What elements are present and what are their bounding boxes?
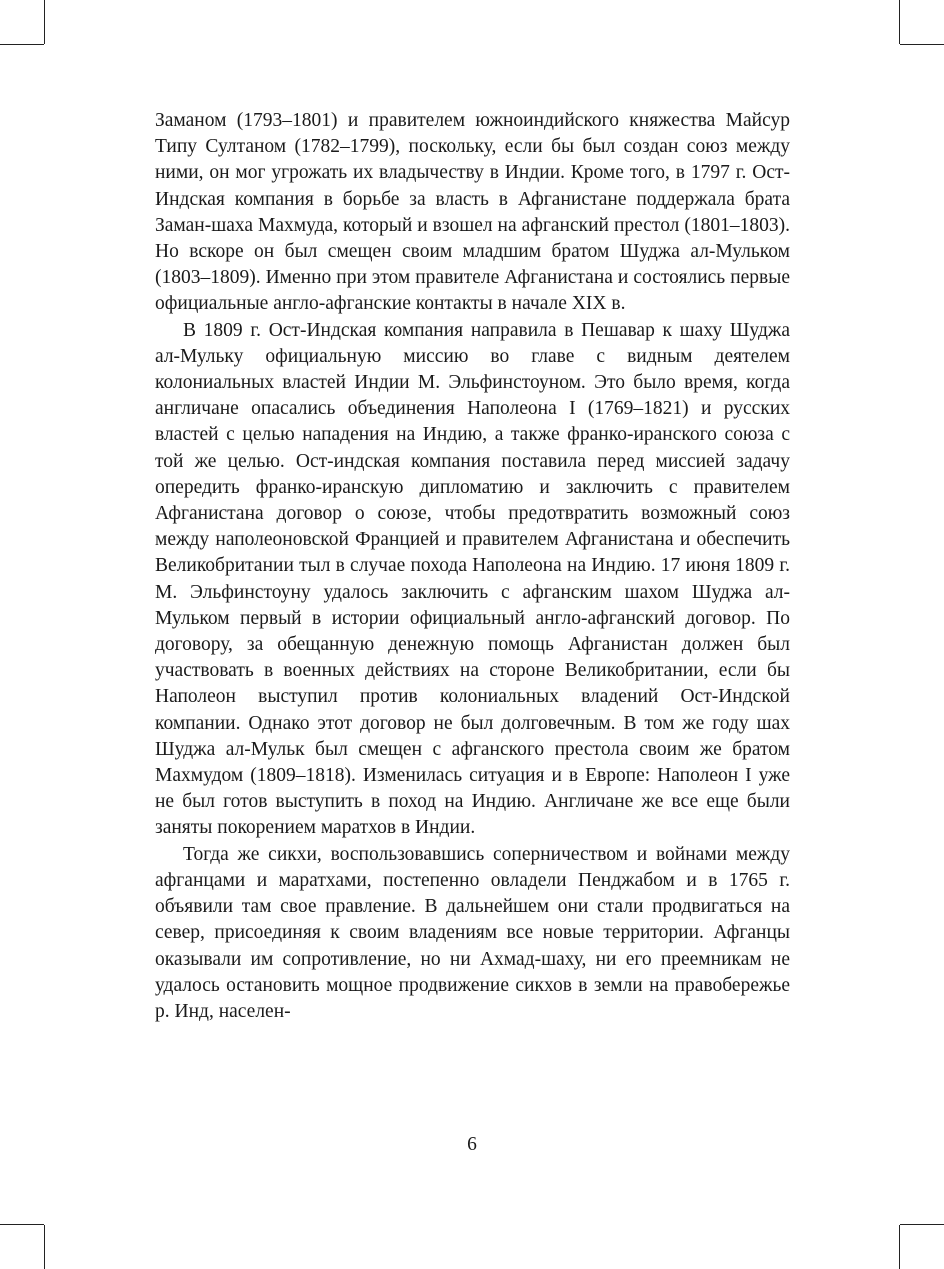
paragraph-continuation: Заманом (1793–1801) и правителем южноиндийского княжества Майсур Типу Султаном (1782–1799), поскольку, если бы был создан союз между ними, он мог угрожать их владычеству в Индии. Кроме того, в 1797 г. Ост-Индская компания в борьбе за власть в Афганистане поддержала брата Заман-шаха Махмуда, который и взошел на афганский престол (1801–1803). Но вскоре он был смещен своим младшим братом Шуджа ал-Мульком (1803–1809). Именно при этом правителе Афганистана и состоялись первые официальные англо-афганские контакты в начале XIX в. (155, 110, 790, 315)
crop-mark-top-right-vertical (899, 0, 900, 44)
page-body (155, 108, 790, 1025)
crop-mark-bottom-right-horizontal (900, 1224, 944, 1225)
crop-mark-top-left-horizontal (0, 44, 44, 45)
page-number: 6 (467, 1134, 477, 1155)
crop-mark-top-left-vertical (44, 0, 45, 44)
paragraph-sikhs: Тогда же сикхи, воспользовавшись соперничеством и войнами между афганцами и маратхами, постепенно овладели Пенджабом и в 1765 г. объявили там свое правление. В дальнейшем они стали продвигаться на север, присоединяя к своим владениям все новые территории. Афганцы оказывали им сопротивление, но ни Ахмад-шаху, ни его преемникам не удалось остановить мощное продвижение сикхов в земли на правобережье р. Инд, населен- (155, 843, 790, 1022)
crop-mark-top-right-horizontal (900, 44, 944, 45)
crop-mark-bottom-left-horizontal (0, 1224, 44, 1225)
crop-mark-bottom-right-vertical (899, 1225, 900, 1269)
crop-mark-bottom-left-vertical (44, 1225, 45, 1269)
paragraph-elphinstone-mission: В 1809 г. Ост-Индская компания направила в Пешавар к шаху Шуджа ал-Мульку официальную миссию во главе с видным деятелем колониальных властей Индии М. Эльфинстоуном. Это было время, когда англичане опасались объединения Наполеона I (1769–1821) и русских властей с целью нападения на Индию, а также франко-иранского союза с той же целью. Ост-индская компания поставила перед миссией задачу опередить франко-иранскую дипломатию и заключить с правителем Афганистана договор о союзе, чтобы предотвратить возможный союз между наполеоновской Францией и правителем Афганистана и обеспечить Великобритании тыл в случае похода Наполеона на Индию. 17 июня 1809 г. М. Эльфинстоуну удалось заключить с афганским шахом Шуджа ал-Мульком первый в истории официальный англо-афганский договор. По договору, за обещанную денежную помощь Афганистан должен был участвовать в военных действиях на стороне Великобритании, если бы Наполеон выступил против колониальных владений Ост-Индской компании. Однако этот договор не был долговечным. В том же году шах Шуджа ал-Мульк был смещен с афганского престола своим же братом Махмудом (1809–1818). Изменилась ситуация и в Европе: Наполеон I уже не был готов выступить в поход на Индию. Англичане же все еще были заняты покорением маратхов в Индии. (155, 319, 790, 839)
